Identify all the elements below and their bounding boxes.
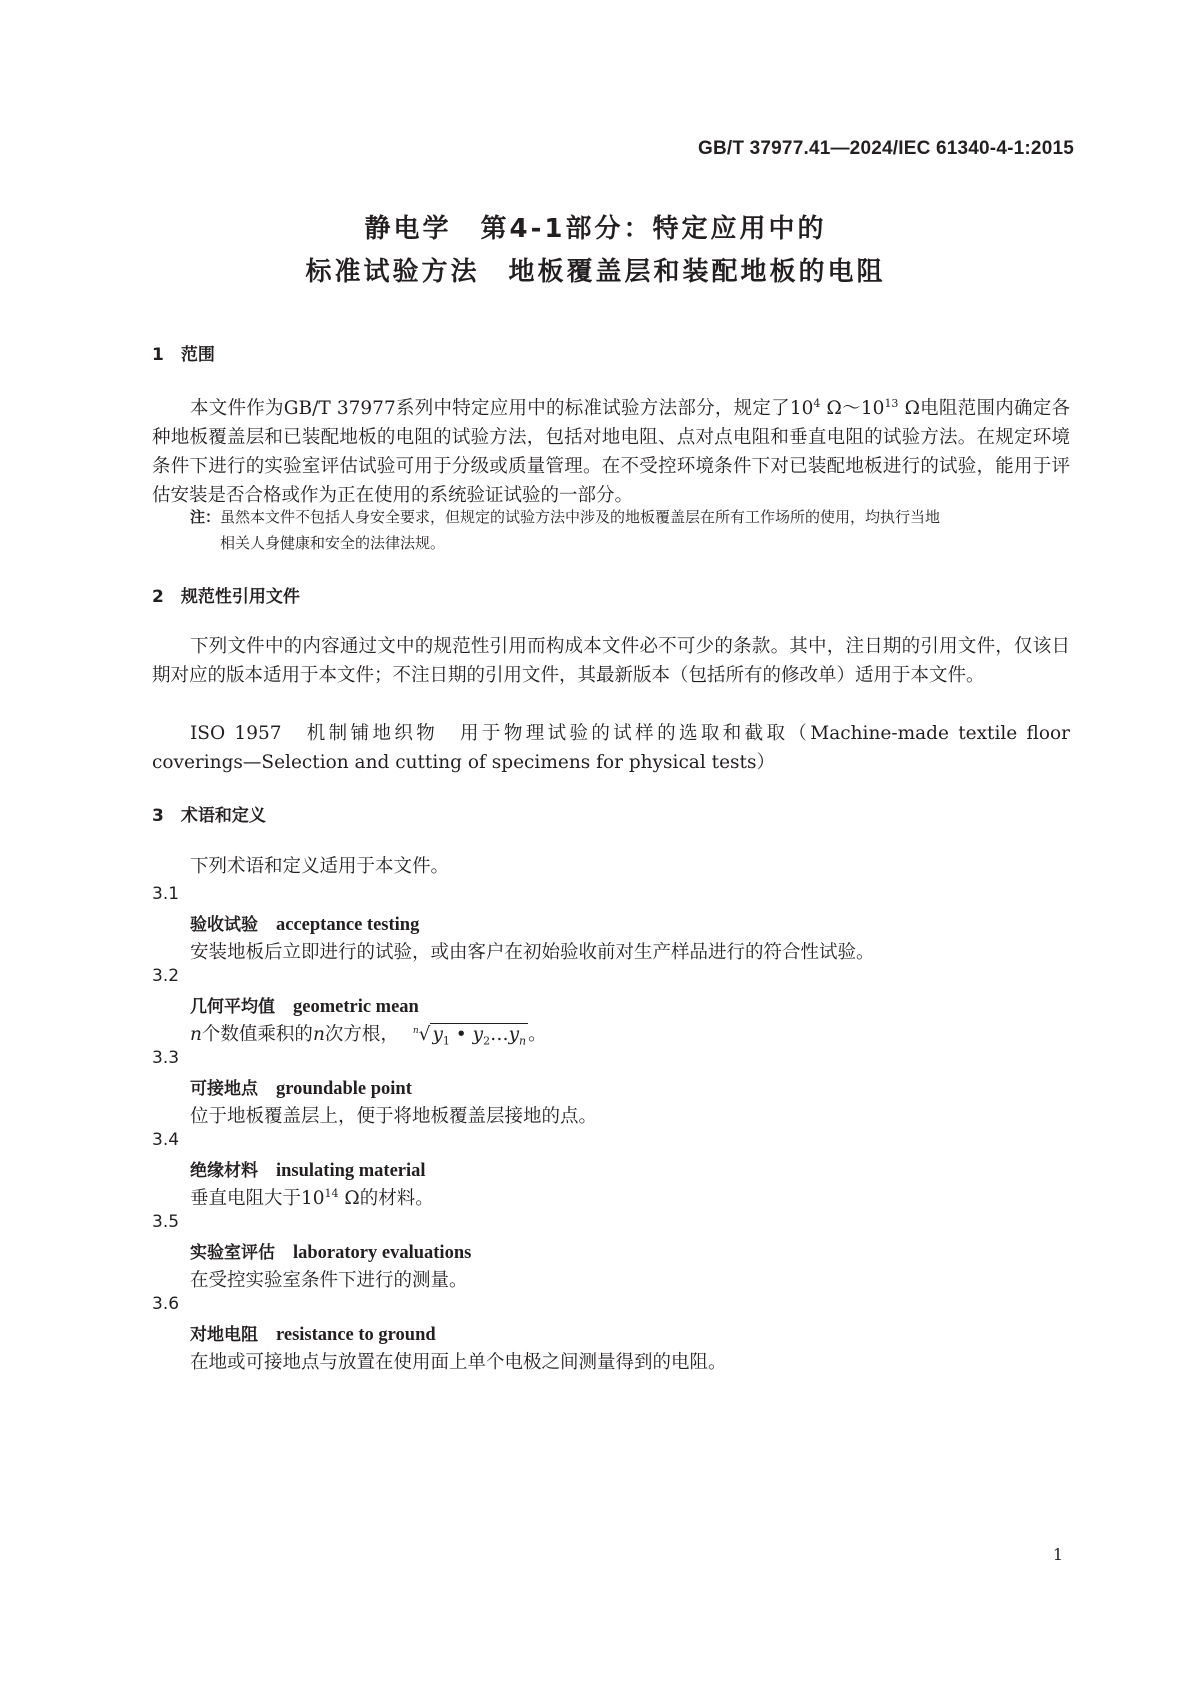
term-english: resistance to ground xyxy=(276,1325,436,1345)
document-title-line-1: 静电学 第4-1部分：特定应用中的 xyxy=(364,214,827,244)
section-3-intro: 下列术语和定义适用于本文件。 xyxy=(190,856,450,877)
term-number: 3.5 xyxy=(152,1212,180,1232)
section-1-note xyxy=(190,504,1070,556)
term-number: 3.1 xyxy=(152,884,180,904)
math-operator: • xyxy=(449,1024,473,1045)
term-definition: 安装地板后立即进行的试验，或由客户在初始验收前对生产样品进行的符合性试验。 xyxy=(190,942,875,963)
standard-number: GB/T 37977.41—2024/IEC 61340-4-1:2015 xyxy=(697,138,1074,159)
math-operator: … xyxy=(490,1024,509,1045)
term-definition: 在地或可接地点与放置在使用面上单个电极之间测量得到的电阻。 xyxy=(190,1352,727,1373)
term-definition xyxy=(190,1020,547,1046)
term-chinese: 绝缘材料 xyxy=(190,1161,258,1181)
root-index: n xyxy=(412,1025,419,1036)
definition-text: Ω的材料。 xyxy=(338,1188,434,1209)
term-definition: 位于地板覆盖层上，便于将地板覆盖层接地的点。 xyxy=(190,1106,598,1127)
radicand xyxy=(430,1023,528,1046)
definition-text: 次方根， xyxy=(324,1024,399,1045)
exponent: 13 xyxy=(884,396,899,410)
term-english: geometric mean xyxy=(293,997,419,1017)
section-2-heading: 2 规范性引用文件 xyxy=(152,587,300,607)
term-definition: 在受控实验室条件下进行的测量。 xyxy=(190,1270,468,1291)
term-chinese: 对地电阻 xyxy=(190,1325,258,1345)
term-number: 3.3 xyxy=(152,1048,180,1068)
math-variable: n xyxy=(190,1024,202,1045)
definition-text: 个数值乘积的 xyxy=(201,1024,313,1045)
note-text: 虽然本文件不包括人身安全要求，但规定的试验方法中涉及的地板覆盖层在所有工作场所的使用，均执行当地 xyxy=(220,508,941,526)
definition-text: 垂直电阻大于10 xyxy=(190,1188,325,1209)
term-english: groundable point xyxy=(276,1079,412,1099)
term-heading xyxy=(190,1074,412,1100)
term-number: 3.6 xyxy=(152,1294,180,1314)
subscript: 1 xyxy=(442,1034,450,1048)
document-title-line-2: 标准试验方法 地板覆盖层和装配地板的电阻 xyxy=(305,257,886,287)
term-chinese: 几何平均值 xyxy=(190,997,275,1017)
radical-sign: √ xyxy=(418,1024,431,1045)
term-chinese: 可接地点 xyxy=(190,1079,258,1099)
definition-text: 。 xyxy=(528,1024,547,1045)
section-2-reference: ISO 1957 机制铺地织物 用于物理试验的试样的选取和截取（Machine-made textile floor coverings—Selection and cutting of specimens for physical tests） xyxy=(152,723,1070,773)
term-heading xyxy=(190,1238,471,1264)
note-label: 注： xyxy=(190,508,221,526)
math-variable: y xyxy=(432,1024,443,1045)
term-chinese: 验收试验 xyxy=(190,915,258,935)
term-heading xyxy=(190,1156,426,1182)
term-english: insulating material xyxy=(276,1161,426,1181)
term-heading xyxy=(190,992,419,1018)
math-variable: y xyxy=(508,1024,520,1045)
exponent: 14 xyxy=(324,1186,339,1200)
term-definition xyxy=(190,1184,434,1210)
paragraph-text: Ω电阻范围内确定各种地板覆盖层和已装配地板的电阻的试验方法，包括对地电阻、点对点电阻和垂直电阻的试验方法。在规定环境条件下进行的实验室评估试验可用于分级或质量管理。在不受控环境条件下对已装配地板进行的试验，能用于评估安装是否合格或作为正在使用的系统验证试验的一部分。 xyxy=(152,398,1070,506)
paragraph-text: 本文件作为GB/T 37977系列中特定应用中的标准试验方法部分，规定了10 xyxy=(190,398,814,419)
term-heading xyxy=(190,1320,436,1346)
term-chinese: 实验室评估 xyxy=(190,1243,275,1263)
math-variable: n xyxy=(312,1024,325,1045)
term-number: 3.2 xyxy=(152,966,180,986)
section-1-heading: 1 范围 xyxy=(152,345,215,365)
term-number: 3.4 xyxy=(152,1130,180,1150)
term-heading xyxy=(190,910,419,936)
note-text-continued: 相关人身健康和安全的法律法规。 xyxy=(220,534,446,552)
term-english: laboratory evaluations xyxy=(293,1243,472,1263)
subscript: n xyxy=(519,1034,527,1048)
section-1-paragraph xyxy=(152,394,1070,510)
nth-root-formula xyxy=(412,1024,547,1048)
section-2-paragraph: 下列文件中的内容通过文中的规范性引用而构成本文件必不可少的条款。其中，注日期的引用文件，仅该日期对应的版本适用于本文件；不注日期的引用文件，其最新版本（包括所有的修改单）适用于本文件。 xyxy=(152,636,1070,686)
paragraph-text: Ω～10 xyxy=(820,398,885,419)
term-english: acceptance testing xyxy=(276,915,420,935)
math-variable: y xyxy=(472,1024,484,1045)
exponent: 4 xyxy=(813,396,821,410)
subscript: 2 xyxy=(483,1034,491,1048)
page-number: 1 xyxy=(1052,1545,1063,1564)
section-3-heading: 3 术语和定义 xyxy=(152,806,266,826)
